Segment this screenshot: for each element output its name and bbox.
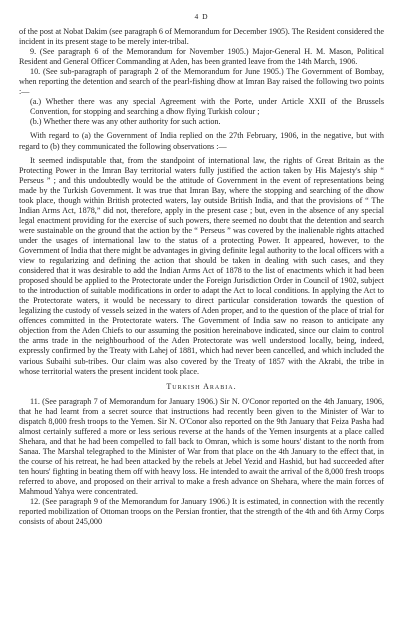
paragraph-11: 11. (See paragraph 7 of Memorandum for January 1906.) Sir N. O'Conor reported on the 4th January, 1906, that he had learnt from a secret source that instructions had recently been given to the Minister of War to dispatch 8,000 fresh troops to the Yemen. Sir N. O'Conor also reported on the 9th January that Feiza Pasha had almost certainly suffered a more or less serious reverse at the hands of the Yemen insurgents at a place called Shehara, and that he had been compelled to fall back to Omran, which is some hours' distant to the north from Sanaa. The Marshal telegraphed to the Minister of War from that place on the 4th January to the effect that, in the course of his retreat, he had been attacked by the rebels at Jebel Yezid and Hashid, but had succeeded after ten hours' fighting in beating them off with heavy loss. He intended to await the arrival of the 8,000 fresh troops referred to above, and proposed on their arrival to make a fresh advance on Shehara, where the main forces of Mahmoud Yahya were concentrated. (19, 396, 384, 497)
paragraph-reply: With regard to (a) the Government of India replied on the 27th February, 1906, in the negative, but with regard to (b) they communicated the following observations :— (19, 131, 384, 151)
point-a: (a.) Whether there was any special Agreement with the Porte, under Article XXII of the Brussels Convention, for stopping and searching a dhow flying Turkish colour ; (30, 97, 384, 117)
point-b: (b.) Whether there was any other authority for such action. (30, 117, 221, 127)
paragraph-continuation: of the post at Nobat Dakim (see paragraph 6 of Memorandum for December 1905). The Resident considered the incident in its present stage to be merely inter-tribal. (19, 27, 384, 47)
page-number: 4 D (194, 12, 209, 21)
paragraph-observations: It seemed indisputable that, from the standpoint of international law, the rights of Great Britain as the Protecting Power in the Imran Bay territorial waters fully justified the action taken by His Majesty's ship “ Perseus ” ; and this undoubtedly would be the attitude of Government in the event of representations being made by the Turkish Government. It was true that Imran Bay, where the stopping and searching of the dhow took place, though within British protected waters, lay outside British India, and that the provisions of “ The Indian Arms Act, 1878,” did not, therefore, apply in the present case ; but, even in the absence of any special legal enactment providing for the exercise of such powers, there seemed no doubt that the detention and search were sustainable on the ground that the action by the “ Perseus ” was covered by the inalienable rights attached under the usages of international law to the status of a protecting Power. It appeared, however, to the Government of India that there might be advantages in giving definite legal authority to the local officers with a view to regularizing and defining the action that should be taken in dealing with such cases, and they considered that it was desirable to add the Indian Arms Act of 1878 to the list of enactments which it had been proposed should be applied to the Protectorate under the Foreign Jurisdiction Order in Council of 1902, subject to the introduction of suitable modifications in order to adapt the Act to local conditions. In applying the Act to the Protectorate waters, it would be necessary to direct particular consideration towards the question of legalizing the custody of vessels seized in the waters of Aden proper, and to the question of the place of trial for offences committed in the Protectorate waters. The Government of India saw no reason to anticipate any objection from the Aden Chiefs to our assuming the position hereinabove indicated, since our claim to control the arms trade in the neighbourhood of the Aden Protectorate was well understood locally, being, indeed, expressly confirmed by the Treaty with Lahej of 1881, which had never been cancelled, and which included the various Subaihi sub-tribes. Our claim was also covered by the Treaty of 1857 with the Akrabi, the tribe in whose territorial waters the present incident took place. (19, 155, 384, 376)
paragraph-9: 9. (See paragraph 6 of the Memorandum for November 1905.) Major-General H. M. Mason, Political Resident and General Officer Commanding at Aden, has been granted leave from the 14th March, 1906. (19, 47, 384, 67)
paragraph-12: 12. (See paragraph 9 of the Memorandum for January 1906.) It is estimated, in connection with the recently reported mobilization of Ottoman troops on the Persian frontier, that the strength of the 4th and 6th Army Corps consists of about 245,000 (19, 497, 384, 527)
paragraph-10: 10. (See sub-paragraph of paragraph 2 of the Memorandum for June 1905.) The Government of Bombay, when reporting the detention and search of the pearl-fishing dhow at Imran Bay raised the following two points :— (19, 67, 384, 97)
section-heading: Turkish Arabia. (166, 381, 237, 391)
